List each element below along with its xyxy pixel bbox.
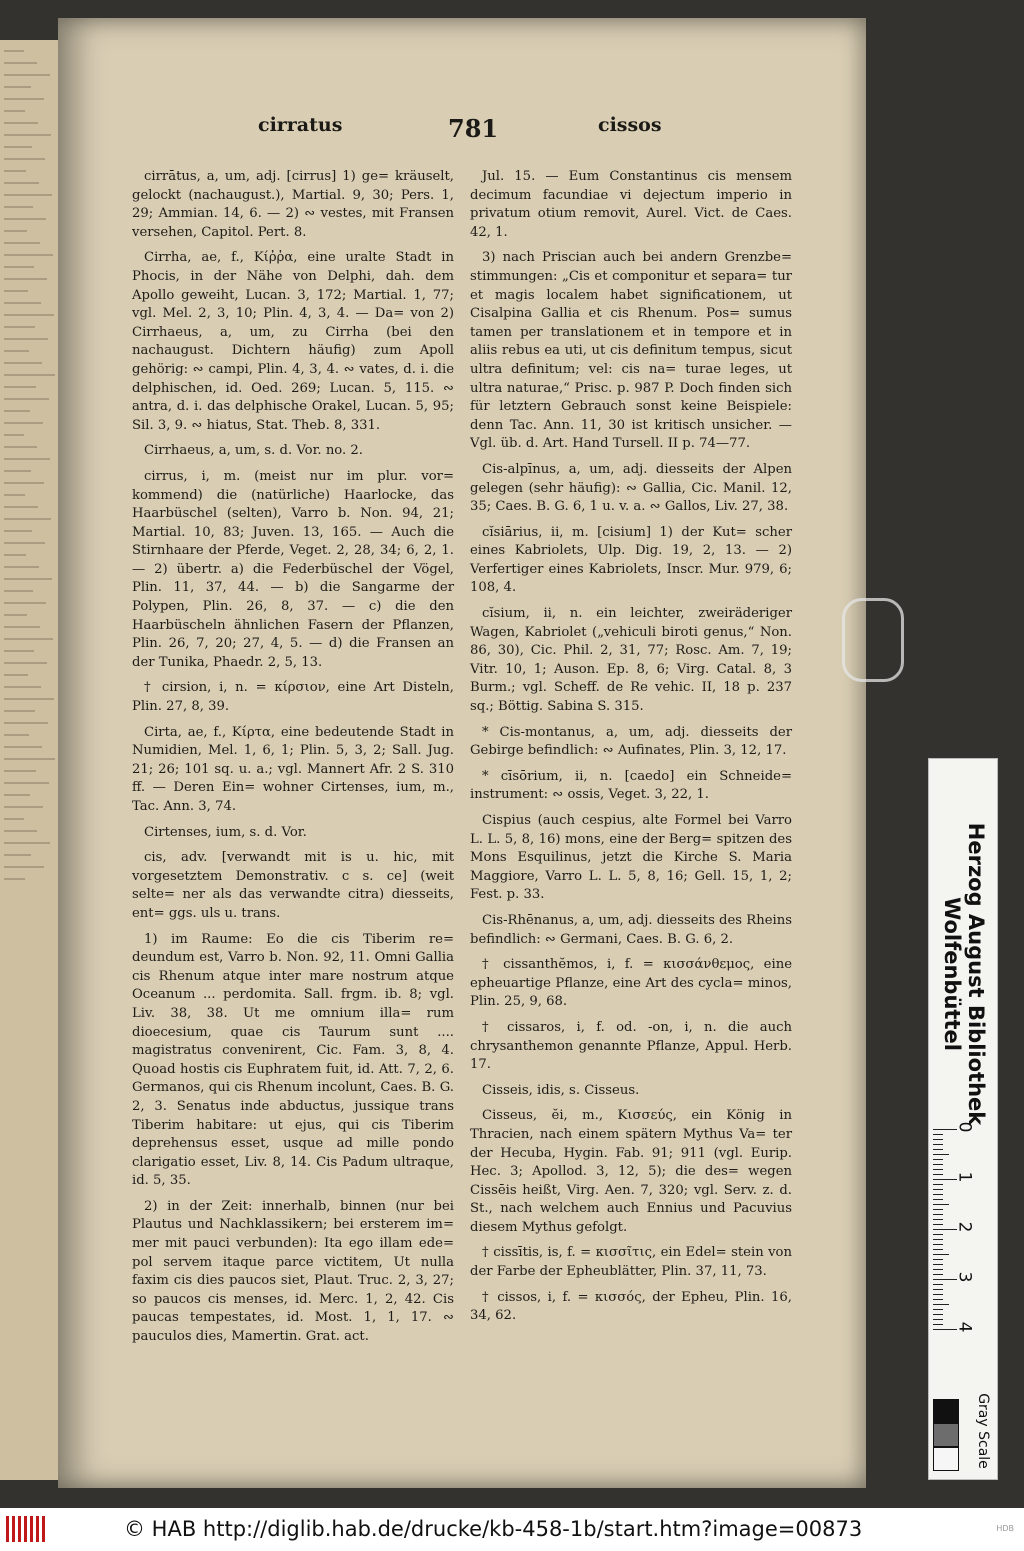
text-line-fragment bbox=[4, 878, 25, 880]
text-line-fragment bbox=[4, 542, 45, 544]
dictionary-entry: † cissaros, i, f. od. -on, i, n. die auch chrysanthemon genannte Pflanze, Appul. Herb. 17. bbox=[470, 1019, 792, 1073]
text-line-fragment bbox=[4, 470, 31, 472]
header-left-word: cirratus bbox=[258, 114, 343, 136]
text-line-fragment bbox=[4, 326, 35, 328]
dictionary-entry: Cis-Rhēnanus, a, um, adj. diesseits des Rheins befindlich: ∾ Germani, Caes. B. G. 6, 2. bbox=[470, 912, 792, 947]
text-line-fragment bbox=[4, 446, 37, 448]
text-line-fragment bbox=[4, 734, 29, 736]
ruler-tick bbox=[933, 1314, 943, 1315]
text-line-fragment bbox=[4, 350, 29, 352]
text-line-fragment bbox=[4, 182, 39, 184]
text-line-fragment bbox=[4, 218, 46, 220]
ruler-tick bbox=[933, 1199, 943, 1200]
text-line-fragment bbox=[4, 254, 53, 256]
previous-page-edge bbox=[0, 40, 64, 1480]
text-line-fragment bbox=[4, 806, 43, 808]
page-number: 781 bbox=[448, 114, 499, 143]
dictionary-entry: Cis-alpīnus, a, um, adj. diesseits der Alpen gelegen (sehr häufig): ∾ Gallia, Cic. Manil. 12, 35; Caes. B. G. 6, 1 u. v. a. ∾ Gallos, Liv. 27, 38. bbox=[470, 461, 792, 515]
text-line-fragment bbox=[4, 698, 54, 700]
logo-bar bbox=[12, 1516, 15, 1542]
gray-scale-label bbox=[965, 1393, 995, 1471]
ruler-tick bbox=[933, 1224, 943, 1225]
color-target bbox=[928, 758, 998, 1480]
text-line-fragment bbox=[4, 122, 38, 124]
text-line-fragment bbox=[4, 866, 44, 868]
text-line-fragment bbox=[4, 566, 39, 568]
dictionary-entry: † cissītis, is, f. = κισσῖτις, ein Edel= stein von der Farbe der Epheublätter, Plin. 37, 11, 73. bbox=[470, 1245, 792, 1280]
dictionary-entry: Cirta, ae, f., Κίρτα, eine bedeutende Stadt in Numidien, Mel. 1, 6, 1; Plin. 5, 3, 2; Sall. Jug. 21; 26; 101 sq. u. a.; vgl. Mannert Afr. 2 S. 310 ff. — Deren Ein= wohner Cirtenses, ium, m., Tac. Ann. 3, 74. bbox=[132, 724, 454, 814]
page-clip bbox=[842, 598, 904, 682]
ruler-tick bbox=[933, 1294, 943, 1295]
ruler-tick bbox=[933, 1149, 943, 1150]
ruler-tick bbox=[933, 1144, 943, 1145]
ruler-tick bbox=[933, 1264, 943, 1265]
text-line-fragment bbox=[4, 722, 48, 724]
ruler-number: 3 bbox=[954, 1271, 975, 1283]
ruler-tick bbox=[933, 1134, 943, 1135]
text-line-fragment bbox=[4, 494, 25, 496]
dictionary-entry: † cissanthĕmos, i, f. = κισσάνθεμος, eine epheuartige Pflanze, eine Art des cycla= minos, Plin. 25, 9, 68. bbox=[470, 957, 792, 1010]
dictionary-entry: 1) im Raume: Eo die cis Tiberim re= deundum est, Varro b. Non. 92, 11. Omni Gallia cis Rhenum atque inter mare nostrum atque Oceanum ... perdomita. Sall. frgm. ib. 8; vgl. Liv. 38, 38. Ut me omnium illa= rum dioecesium, quae cis Taurum sunt .... magistratus convenirent, Cic. Fam. 3, 8, 4. Quoad hostis cis Euphratem fuit, id. Att. 7, 2, 6. Germanos, qui cis Rhenum incolunt, Caes. B. G. 2, 3. Senatus inde abductus, jussique trans Tiberim habitare: ut ejus, qui cis Tiberim deprehensus esset, usque ad mille pondo clarigatio esset, Liv. 8, 14. Cis Padum ultraque, id. 5, 35. bbox=[132, 931, 454, 1189]
dictionary-entry: † cissos, i, f. = κισσός, der Epheu, Plin. 16, 34, 62. bbox=[470, 1289, 792, 1324]
ruler-number: 4 bbox=[954, 1321, 975, 1333]
ruler-tick bbox=[933, 1189, 943, 1190]
dictionary-entry: † cirsion, i, n. = κίρσιον, eine Art Disteln, Plin. 27, 8, 39. bbox=[132, 680, 454, 715]
text-line-fragment bbox=[4, 194, 52, 196]
right-column bbox=[470, 168, 792, 1333]
dictionary-entry: * Cis-montanus, a, um, adj. diesseits der Gebirge befindlich: ∾ Aufinates, Plin. 3, 12, 17. bbox=[470, 724, 792, 759]
ruler-tick bbox=[933, 1304, 949, 1305]
text-line-fragment bbox=[4, 842, 50, 844]
text-line-fragment bbox=[4, 770, 36, 772]
gray-patch bbox=[933, 1423, 959, 1447]
text-line-fragment bbox=[4, 98, 44, 100]
dictionary-entry: cis, adv. [verwandt mit is u. hic, mit vorgesetztem Demonstrativ. c s. ce] (weit selte= ner als das verwandte citra) diesseits, ent= ggs. uls u. trans. bbox=[132, 850, 454, 921]
text-line-fragment bbox=[4, 758, 55, 760]
text-line-fragment bbox=[4, 674, 28, 676]
text-line-fragment bbox=[4, 314, 54, 316]
dictionary-entry: Jul. 15. — Eum Constantinus cis mensem decimum facundiae vi dejectum imperio in privatum otium removit, Aurel. Vict. de Caes. 42, 1. bbox=[470, 169, 792, 240]
ruler-tick bbox=[933, 1174, 943, 1175]
ruler-tick bbox=[933, 1244, 943, 1245]
dictionary-entry: Cisseus, ĕi, m., Κισσεύς, ein König in Thracien, nach einem spätern Mythus Va= ter der Hecuba, Hygin. Fab. 91; 911 (vgl. Eurip. Hec. 3; Apollod. 3, 12, 5); die des= wegen Cissēis heißt, Virg. Aen. 7, 320; vgl. Serv. z. d. St., nach welchem auch Ennius und Pacuvius diesem Mythus gefolgt. bbox=[470, 1108, 792, 1235]
ruler-tick bbox=[933, 1329, 957, 1330]
logo-bar bbox=[18, 1516, 21, 1542]
ruler-tick bbox=[933, 1284, 943, 1285]
text-line-fragment bbox=[4, 794, 30, 796]
text-line-fragment bbox=[4, 410, 30, 412]
ruler-tick bbox=[933, 1309, 943, 1310]
dictionary-entry: Cispius (auch cespius, alte Formel bei Varro L. L. 5, 8, 16) mons, eine der Berg= spitzen des Mons Esquilinus, jetzt die Kirche S. Maria Maggiore, Varro L. L. 5, 8, 16; Gell. 15, 1, 2; Fest. p. 33. bbox=[470, 813, 792, 903]
institution-name: Herzog August Bibliothek Wolfenbüttel bbox=[940, 822, 988, 1126]
text-line-fragment bbox=[4, 74, 50, 76]
institution-label bbox=[939, 775, 989, 1155]
text-line-fragment bbox=[4, 422, 43, 424]
text-line-fragment bbox=[4, 662, 47, 664]
text-line-fragment bbox=[4, 578, 52, 580]
logo-bar bbox=[24, 1516, 27, 1542]
text-line-fragment bbox=[4, 266, 34, 268]
text-line-fragment bbox=[4, 602, 46, 604]
text-line-fragment bbox=[4, 230, 27, 232]
gray-scale-patches bbox=[933, 1399, 959, 1471]
ruler-tick bbox=[933, 1139, 943, 1140]
ruler-tick bbox=[933, 1259, 943, 1260]
text-line-fragment bbox=[4, 506, 38, 508]
text-line-fragment bbox=[4, 62, 37, 64]
dictionary-entry: cĭsium, ii, n. ein leichter, zweiräderiger Wagen, Kabriolet („vehiculi biroti genus,“ Non. 86, 30), Cic. Phil. 2, 31, 77; Rosc. Am. 7, 19; Vitr. 10, 1; Auson. Ep. 8, 6; Virg. Catal. 8, 3 Burm.; vgl. Scheff. de Re vehic. II, 18 p. 237 sq.; Böttig. Sabina S. 315. bbox=[470, 606, 792, 715]
text-line-fragment bbox=[4, 278, 47, 280]
ruler-tick bbox=[933, 1154, 949, 1155]
ruler-tick bbox=[933, 1254, 949, 1255]
gray-patch bbox=[933, 1399, 959, 1423]
ruler-tick bbox=[933, 1219, 943, 1220]
ruler-tick bbox=[933, 1209, 943, 1210]
text-line-fragment bbox=[4, 170, 26, 172]
dictionary-entry: Cirtenses, ium, s. d. Vor. bbox=[144, 824, 307, 840]
header-right-word: cissos bbox=[598, 114, 662, 136]
ruler-tick bbox=[933, 1159, 943, 1160]
text-line-fragment bbox=[4, 638, 53, 640]
text-line-fragment bbox=[4, 518, 51, 520]
text-line-fragment bbox=[4, 302, 41, 304]
ruler-tick bbox=[933, 1279, 957, 1280]
text-line-fragment bbox=[4, 290, 28, 292]
ruler-tick bbox=[933, 1194, 943, 1195]
dictionary-entry: Cisseis, idis, s. Cisseus. bbox=[482, 1082, 640, 1098]
text-line-fragment bbox=[4, 650, 34, 652]
book-page bbox=[58, 18, 866, 1488]
hab-logo-icon bbox=[6, 1516, 46, 1542]
gray-patch bbox=[933, 1447, 959, 1471]
text-line-fragment bbox=[4, 434, 24, 436]
text-line-fragment bbox=[4, 398, 49, 400]
dictionary-entry: cĭsiārius, ii, m. [cisium] 1) der Kut= scher eines Kabriolets, Ulp. Dig. 19, 2, 13. — 2) Verfertiger eines Kabriolets, Inscr. Mur. 979, 6; 108, 4. bbox=[470, 524, 792, 596]
ruler-tick bbox=[933, 1299, 943, 1300]
dictionary-entry: Cirrha, ae, f., Κίῤῥα, eine uralte Stadt in Phocis, in der Nähe von Delphi, dah. dem Apollo geweiht, Lucan. 3, 172; Martial. 1, 77; vgl. Mel. 2, 3, 10; Plin. 4, 3, 4. — Da= von 2) Cirrhaeus, a, um, zu Cirrha (bei den nachaugust. Dichtern häufig) zum Apoll gehörig: ∾ campi, Plin. 4, 3, 4. ∾ vates, d. i. die delphischen, id. Oed. 269; Lucan. 5, 115. ∾ antra, d. i. das delphische Orakel, Lucan. 5, 95; Sil. 3, 9. ∾ hiatus, Stat. Theb. 8, 331. bbox=[132, 250, 454, 433]
text-line-fragment bbox=[4, 854, 31, 856]
dictionary-entry: 3) nach Priscian auch bei andern Grenzbe= stimmungen: „Cis et componitur et separa= tur et magis localem habet significationem, ut Cisalpina Gallia et cis Rhenum. Pos= sumus tamen per translationem et in tempore et in aliis rebus ea uti, ut cis definitum tempus, sicut ultra definitum; vel: cis na= turae leges, ut ultra naturae,“ Prisc. p. 987 P. Doch finden sich für letztern Gebrauch sonst keine Beispiele: denn Tac. Ann. 11, 30 ist kritisch unsicher. — Vgl. üb. d. Art. Hand Tursell. II p. 74—77. bbox=[470, 250, 792, 452]
copyright-link[interactable]: © HAB http://diglib.hab.de/drucke/kb-458-1b/start.htm?image=00873 bbox=[124, 1517, 863, 1541]
dictionary-entry: cirrātus, a, um, adj. [cirrus] 1) ge= kräuselt, gelockt (nachaugust.), Martial. 9, 30; Pers. 1, 29; Ammian. 14, 6. — 2) ∾ vestes, mit Fransen versehen, Capitol. Pert. 8. bbox=[132, 169, 454, 240]
ruler-tick bbox=[933, 1229, 957, 1230]
ruler-tick bbox=[933, 1169, 943, 1170]
ruler-tick bbox=[933, 1274, 943, 1275]
ruler-number: 1 bbox=[954, 1171, 975, 1183]
text-line-fragment bbox=[4, 50, 24, 52]
text-line-fragment bbox=[4, 362, 42, 364]
footer-bar bbox=[0, 1508, 1024, 1551]
ruler-tick bbox=[933, 1319, 943, 1320]
ruler-number: 0 bbox=[954, 1121, 975, 1133]
text-line-fragment bbox=[4, 686, 41, 688]
text-line-fragment bbox=[4, 626, 40, 628]
text-line-fragment bbox=[4, 458, 50, 460]
logo-bar bbox=[6, 1516, 9, 1542]
ruler-tick bbox=[933, 1249, 943, 1250]
ruler-tick bbox=[933, 1324, 943, 1325]
ruler-tick bbox=[933, 1164, 943, 1165]
dictionary-entry: Cirrhaeus, a, um, s. d. Vor. no. 2. bbox=[144, 443, 363, 459]
ruler-number: 2 bbox=[954, 1221, 975, 1233]
text-line-fragment bbox=[4, 242, 40, 244]
dictionary-entry: 2) in der Zeit: innerhalb, binnen (nur bei Plautus und Nachklassikern; bei ersterem im= mer mit pauci verbunden): Ita ego illam ede= pol servem itaque parce victitem, Ut nulla faxim cis dies paucos siet, Plaut. Truc. 2, 3, 27; so paucos cis menses, id. Merc. 1, 2, 42. Cis paucas tempestates, id. Most. 1, 1, 17. ∾ pauculos dies, Mamertin. Grat. act. bbox=[132, 1198, 454, 1345]
footer-mark: HDB bbox=[996, 1524, 1014, 1533]
text-line-fragment bbox=[4, 158, 45, 160]
ruler-tick bbox=[933, 1269, 943, 1270]
logo-bar bbox=[36, 1516, 39, 1542]
dictionary-entry: * cīsōrium, ii, n. [caedo] ein Schneide= instrument: ∾ ossis, Veget. 3, 22, 1. bbox=[470, 768, 792, 803]
text-line-fragment bbox=[4, 134, 51, 136]
left-column bbox=[132, 168, 454, 1354]
logo-bar bbox=[42, 1516, 45, 1542]
text-line-fragment bbox=[4, 386, 36, 388]
text-line-fragment bbox=[4, 818, 24, 820]
text-line-fragment bbox=[4, 746, 42, 748]
gray-scale-text: Gray Scale bbox=[975, 1393, 991, 1469]
ruler-tick bbox=[933, 1239, 943, 1240]
ruler-tick bbox=[933, 1289, 943, 1290]
text-line-fragment bbox=[4, 830, 37, 832]
text-line-fragment bbox=[4, 374, 55, 376]
ruler-tick bbox=[933, 1214, 943, 1215]
text-line-fragment bbox=[4, 110, 25, 112]
text-line-fragment bbox=[4, 710, 35, 712]
logo-bar bbox=[30, 1516, 33, 1542]
running-header bbox=[258, 114, 678, 144]
ruler-tick bbox=[933, 1204, 949, 1205]
ruler bbox=[933, 1121, 975, 1379]
ruler-tick bbox=[933, 1184, 943, 1185]
text-line-fragment bbox=[4, 482, 44, 484]
text-line-fragment bbox=[4, 782, 49, 784]
text-line-fragment bbox=[4, 86, 31, 88]
text-line-fragment bbox=[4, 590, 33, 592]
dictionary-entry: cirrus, i, m. (meist nur im plur. vor= kommend) die (natürliche) Haarlocke, das Haarbüschel (selten), Varro b. Non. 94, 21; Martial. 10, 83; Juven. 13, 165. — Auch die Stirnhaare der Pferde, Veget. 2, 28, 34; 6, 2, 1. — 2) übertr. a) die Federbüschel der Vögel, Plin. 11, 37, 44. — b) die Sangarme der Polypen, Plin. 26, 8, 37. — c) die den Haarbüscheln ähnlichen Fasern der Pflanzen, Plin. 26, 7, 20; 27, 4, 5. — d) die Fransen an der Tunika, Phaedr. 2, 5, 13. bbox=[132, 468, 454, 670]
text-line-fragment bbox=[4, 146, 32, 148]
ruler-tick bbox=[933, 1179, 957, 1180]
text-line-fragment bbox=[4, 530, 32, 532]
text-line-fragment bbox=[4, 554, 26, 556]
ruler-tick bbox=[933, 1129, 957, 1130]
text-line-fragment bbox=[4, 338, 48, 340]
ruler-tick bbox=[933, 1234, 943, 1235]
text-line-fragment bbox=[4, 206, 33, 208]
text-line-fragment bbox=[4, 614, 27, 616]
